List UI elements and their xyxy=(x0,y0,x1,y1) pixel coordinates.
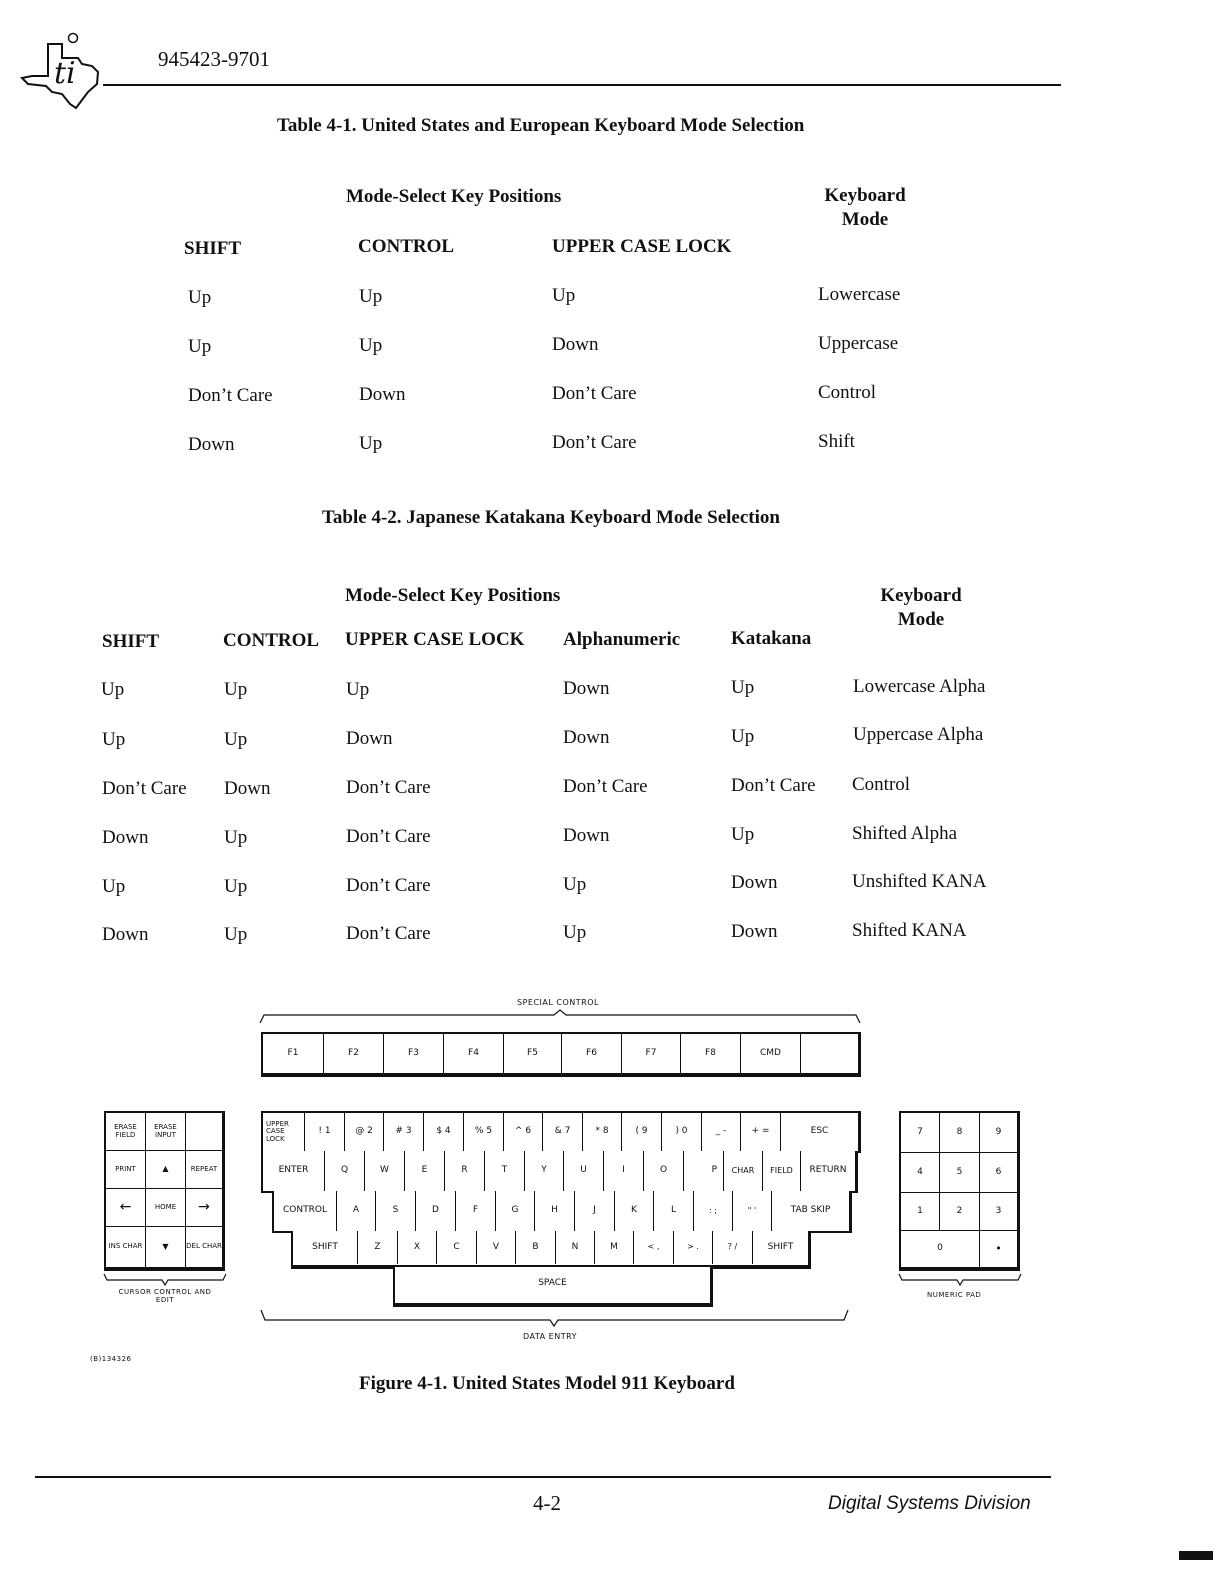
function-key-row xyxy=(261,1032,861,1077)
document-number: 945423-9701 xyxy=(158,47,270,71)
key-u[interactable]: U xyxy=(564,1151,604,1191)
key-period[interactable]: > . xyxy=(674,1231,713,1264)
cursor-down-key[interactable]: ▼ xyxy=(146,1227,186,1267)
table1-cell: Don’t Care xyxy=(552,432,637,453)
key-m[interactable]: M xyxy=(595,1231,634,1264)
table2-cell: Down xyxy=(731,872,778,893)
repeat-key[interactable]: REPEAT xyxy=(186,1151,222,1189)
table1-col-shift: SHIFT xyxy=(184,238,242,259)
table2-cell: Down xyxy=(102,924,149,945)
table2-mode-heading: Keyboard Mode xyxy=(880,585,962,630)
key-equals[interactable]: + = xyxy=(741,1113,781,1151)
table1-cell: Don’t Care xyxy=(552,383,637,404)
table1-cell: Don’t Care xyxy=(188,385,273,406)
table2-cell: Up xyxy=(224,679,248,700)
table2-group-heading: Mode-Select Key Positions xyxy=(345,585,561,606)
keyboard-row-1 xyxy=(261,1111,861,1153)
numeric-pad xyxy=(899,1111,1020,1271)
key-9[interactable]: ( 9 xyxy=(622,1113,662,1151)
table2-cell: Control xyxy=(852,774,911,795)
numpad-4[interactable]: 4 xyxy=(901,1153,940,1193)
table2-cell: Shifted Alpha xyxy=(852,823,958,844)
f4-key[interactable]: F4 xyxy=(444,1034,504,1073)
table2-cell: Up xyxy=(102,729,126,750)
key-b[interactable]: B xyxy=(516,1231,556,1264)
numpad-8[interactable]: 8 xyxy=(940,1113,980,1153)
table2-caption: Table 4-2. Japanese Katakana Keyboard Mode Selection xyxy=(322,507,780,528)
f6-key[interactable]: F6 xyxy=(562,1034,622,1073)
numpad-2[interactable]: 2 xyxy=(940,1193,980,1231)
table2-cell: Don’t Care xyxy=(731,775,816,796)
f8-key[interactable]: F8 xyxy=(681,1034,741,1073)
scan-mark xyxy=(1179,1551,1213,1560)
page-number: 4-2 xyxy=(533,1491,561,1515)
cursor-control-brace xyxy=(102,1272,228,1286)
keyboard-row-2 xyxy=(261,1151,858,1193)
table2-cell: Down xyxy=(563,825,610,846)
key-minus[interactable]: _ - xyxy=(702,1113,741,1151)
table2-cell: Don’t Care xyxy=(346,777,431,798)
cursor-control-label: CURSOR CONTROL AND EDIT xyxy=(118,1288,212,1304)
key-3[interactable]: # 3 xyxy=(384,1113,424,1151)
space-bar[interactable] xyxy=(393,1267,713,1307)
key-d[interactable]: D xyxy=(416,1191,456,1231)
erase-input-key[interactable]: ERASE INPUT xyxy=(146,1113,186,1151)
table1-cell: Up xyxy=(552,285,576,306)
key-5[interactable]: % 5 xyxy=(464,1113,504,1151)
table1-col-uppercase-lock: UPPER CASE LOCK xyxy=(552,236,732,257)
key-p[interactable]: P xyxy=(684,1151,724,1191)
cursor-up-key[interactable]: ▲ xyxy=(146,1151,186,1189)
blank-cursor-key[interactable] xyxy=(186,1113,222,1151)
key-q[interactable]: Q xyxy=(325,1151,365,1191)
key-j[interactable]: J xyxy=(575,1191,615,1231)
table2-cell: Lowercase Alpha xyxy=(853,676,986,697)
key-0[interactable]: ) 0 xyxy=(662,1113,702,1151)
key-f[interactable]: F xyxy=(456,1191,496,1231)
right-shift-key[interactable]: SHIFT xyxy=(753,1231,808,1264)
key-r[interactable]: R xyxy=(445,1151,485,1191)
print-key[interactable]: PRINT xyxy=(106,1151,146,1189)
table2-cell: Unshifted KANA xyxy=(852,871,987,892)
numpad-6[interactable]: 6 xyxy=(980,1153,1017,1193)
key-quote[interactable]: " ' xyxy=(733,1191,772,1231)
table2-cell: Up xyxy=(224,876,248,897)
table2-cell: Down xyxy=(224,778,271,799)
key-6[interactable]: ^ 6 xyxy=(504,1113,543,1151)
table1-cell: Down xyxy=(359,384,406,405)
table1-cell: Up xyxy=(188,287,212,308)
header-rule xyxy=(103,84,1061,86)
del-char-key[interactable]: DEL CHAR xyxy=(186,1227,222,1267)
ti-logo xyxy=(18,28,102,110)
tab-skip-key[interactable]: TAB SKIP xyxy=(772,1191,849,1231)
table1-cell: Down xyxy=(188,434,235,455)
key-z[interactable]: Z xyxy=(358,1231,398,1264)
key-e[interactable]: E xyxy=(405,1151,445,1191)
table1-caption: Table 4-1. United States and European Keyboard Mode Selection xyxy=(277,115,805,136)
home-key[interactable]: HOME xyxy=(146,1189,186,1227)
key-h[interactable]: H xyxy=(535,1191,575,1231)
table2-col-shift: SHIFT xyxy=(102,631,160,652)
table2-cell: Up xyxy=(346,679,370,700)
table2-cell: Don’t Care xyxy=(102,778,187,799)
key-n[interactable]: N xyxy=(556,1231,595,1264)
table2-col-control: CONTROL xyxy=(223,630,320,651)
table2-cell: Up xyxy=(102,876,126,897)
f7-key[interactable]: F7 xyxy=(622,1034,681,1073)
left-shift-key[interactable]: SHIFT xyxy=(293,1231,358,1264)
keyboard-row-4 xyxy=(291,1231,811,1269)
numpad-9[interactable]: 9 xyxy=(980,1113,1017,1153)
enter-key[interactable]: ENTER xyxy=(263,1151,325,1191)
table2-cell: Up xyxy=(731,824,755,845)
char-key[interactable]: CHAR xyxy=(724,1151,763,1191)
cursor-right-key[interactable]: → xyxy=(186,1189,222,1227)
key-7[interactable]: & 7 xyxy=(543,1113,583,1151)
table2-cell: Down xyxy=(563,727,610,748)
key-c[interactable]: C xyxy=(437,1231,477,1264)
numpad-1[interactable]: 1 xyxy=(901,1193,940,1231)
f1-key[interactable]: F1 xyxy=(263,1034,324,1073)
key-comma[interactable]: < , xyxy=(634,1231,674,1264)
table2-cell: Up xyxy=(563,922,587,943)
footer-rule xyxy=(35,1476,1051,1478)
cmd-key[interactable]: CMD xyxy=(741,1034,801,1073)
table1-mode-heading: Keyboard Mode xyxy=(824,185,906,230)
key-slash[interactable]: ? / xyxy=(713,1231,753,1264)
key-a[interactable]: A xyxy=(337,1191,376,1231)
key-o[interactable]: O xyxy=(644,1151,684,1191)
key-g[interactable]: G xyxy=(496,1191,535,1231)
table2-cell: Shifted KANA xyxy=(852,920,967,941)
table2-cell: Up xyxy=(224,729,248,750)
numpad-0[interactable]: 0 xyxy=(901,1231,980,1267)
numeric-pad-brace xyxy=(897,1272,1023,1286)
figure-code: (B)134326 xyxy=(90,1355,132,1363)
key-y[interactable]: Y xyxy=(525,1151,564,1191)
table1-cell: Up xyxy=(359,335,383,356)
table2-cell: Up xyxy=(224,827,248,848)
space-label: SPACE xyxy=(395,1267,710,1301)
table2-cell: Up xyxy=(101,679,125,700)
division-name: Digital Systems Division xyxy=(828,1493,1031,1514)
table1-cell: Up xyxy=(359,433,383,454)
numeric-pad-label: NUMERIC PAD xyxy=(927,1291,982,1299)
special-control-brace xyxy=(258,1009,864,1025)
numpad-period[interactable]: • xyxy=(980,1231,1017,1267)
table1-cell: Uppercase xyxy=(818,333,899,354)
key-s[interactable]: S xyxy=(376,1191,416,1231)
table1-cell: Shift xyxy=(818,431,855,452)
control-key[interactable]: CONTROL xyxy=(274,1191,337,1231)
numpad-7[interactable]: 7 xyxy=(901,1113,940,1153)
key-w[interactable]: W xyxy=(365,1151,405,1191)
key-semicolon[interactable]: : ; xyxy=(694,1191,733,1231)
table2-cell: Don’t Care xyxy=(346,826,431,847)
table2-cell: Up xyxy=(731,726,755,747)
keyboard-row-3 xyxy=(272,1191,852,1233)
table2-cell: Don’t Care xyxy=(346,923,431,944)
table2-cell: Don’t Care xyxy=(346,875,431,896)
key-2[interactable]: @ 2 xyxy=(345,1113,384,1151)
table2-col-katakana: Katakana xyxy=(731,628,812,649)
key-k[interactable]: K xyxy=(615,1191,654,1231)
table2-cell: Up xyxy=(731,677,755,698)
table2-cell: Don’t Care xyxy=(563,776,648,797)
table2-col-alphanumeric: Alphanumeric xyxy=(563,629,681,650)
key-i[interactable]: I xyxy=(604,1151,644,1191)
data-entry-label: DATA ENTRY xyxy=(523,1332,578,1341)
key-x[interactable]: X xyxy=(398,1231,437,1264)
table2-cell: Up xyxy=(224,924,248,945)
f3-key[interactable]: F3 xyxy=(384,1034,444,1073)
key-4[interactable]: $ 4 xyxy=(424,1113,464,1151)
svg-text:ti: ti xyxy=(54,56,76,91)
table1-group-heading: Mode-Select Key Positions xyxy=(346,186,562,207)
table1-cell: Up xyxy=(188,336,212,357)
esc-key[interactable]: ESC xyxy=(781,1113,858,1151)
table1-cell: Up xyxy=(359,286,383,307)
table1-cell: Down xyxy=(552,334,599,355)
table2-cell: Down xyxy=(102,827,149,848)
erase-field-key[interactable]: ERASE FIELD xyxy=(106,1113,146,1151)
numpad-3[interactable]: 3 xyxy=(980,1193,1017,1231)
key-l[interactable]: L xyxy=(654,1191,694,1231)
f5-key[interactable]: F5 xyxy=(504,1034,562,1073)
table2-cell: Up xyxy=(563,874,587,895)
key-v[interactable]: V xyxy=(477,1231,516,1264)
table1-col-control: CONTROL xyxy=(358,236,455,257)
f2-key[interactable]: F2 xyxy=(324,1034,384,1073)
table2-col-uppercase-lock: UPPER CASE LOCK xyxy=(345,629,525,650)
return-key[interactable]: RETURN xyxy=(801,1151,855,1191)
table2-cell: Uppercase Alpha xyxy=(853,724,984,745)
key-8[interactable]: * 8 xyxy=(583,1113,622,1151)
special-control-label: SPECIAL CONTROL xyxy=(517,998,599,1007)
table2-cell: Down xyxy=(731,921,778,942)
ins-char-key[interactable]: INS CHAR xyxy=(106,1227,146,1267)
key-1[interactable]: ! 1 xyxy=(305,1113,345,1151)
blank-function-key[interactable] xyxy=(801,1034,858,1073)
table2-cell: Down xyxy=(563,678,610,699)
cursor-control-cluster xyxy=(104,1111,225,1271)
table1-cell: Lowercase xyxy=(818,284,901,305)
cursor-left-key[interactable]: ← xyxy=(106,1189,146,1227)
figure-caption: Figure 4-1. United States Model 911 Keyboard xyxy=(359,1373,735,1394)
table1-cell: Control xyxy=(818,382,877,403)
numpad-5[interactable]: 5 xyxy=(940,1153,980,1193)
upper-case-lock-key[interactable]: UPPER CASE LOCK xyxy=(263,1113,305,1151)
field-key[interactable]: FIELD xyxy=(763,1151,801,1191)
data-entry-brace xyxy=(258,1308,854,1328)
table2-cell: Down xyxy=(346,728,393,749)
key-t[interactable]: T xyxy=(485,1151,525,1191)
